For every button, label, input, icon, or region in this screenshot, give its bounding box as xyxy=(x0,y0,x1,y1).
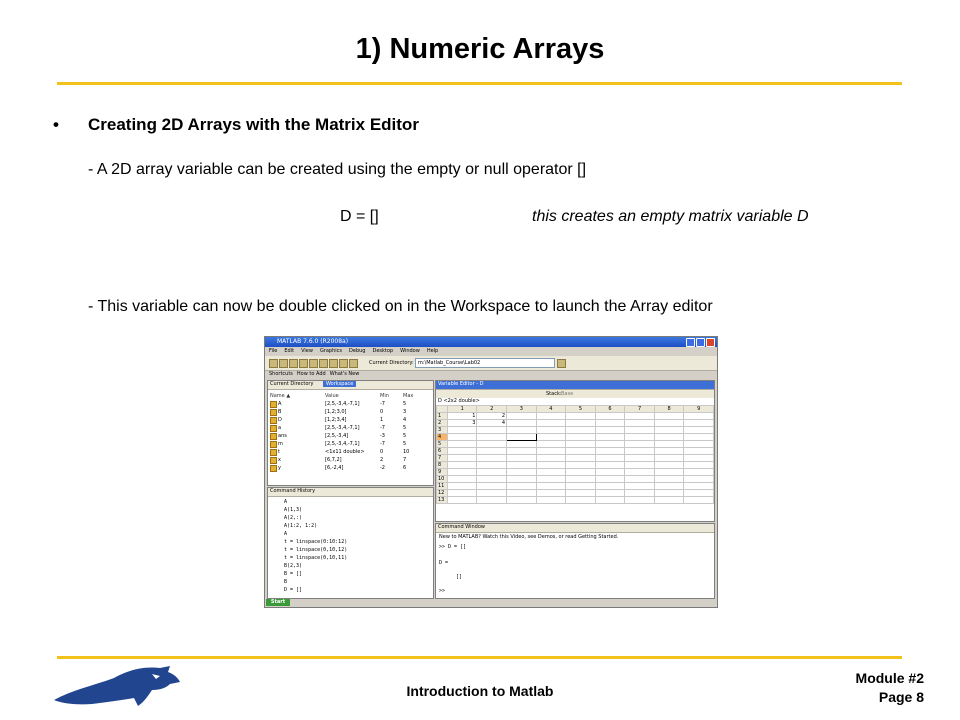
browse-folder-icon[interactable] xyxy=(557,359,566,368)
current-dir-label: Current Directory: xyxy=(369,360,414,366)
grid-col-header[interactable]: 4 xyxy=(536,406,566,413)
grid-col-header[interactable]: 5 xyxy=(566,406,596,413)
grid-row-header[interactable]: 5 xyxy=(437,441,448,448)
stack-value[interactable]: Base xyxy=(561,391,574,397)
grid-cell[interactable] xyxy=(654,469,684,476)
grid-cell[interactable] xyxy=(507,441,537,448)
title-rule xyxy=(57,82,902,85)
grid-cell[interactable] xyxy=(507,413,537,420)
redo-icon[interactable] xyxy=(329,359,338,368)
matlab-titlebar xyxy=(265,337,717,347)
grid-cell[interactable] xyxy=(566,469,596,476)
grid-cell[interactable] xyxy=(566,483,596,490)
body-line-1: - A 2D array variable can be created using the empty or null operator [] xyxy=(88,161,587,178)
close-icon[interactable] xyxy=(706,338,715,347)
workspace-cell: [2,5,-3,4,-7,1] xyxy=(325,425,360,431)
body-line-2: - This variable can now be double clicked on in the Workspace to launch the Array editor xyxy=(88,298,713,315)
maximize-icon[interactable] xyxy=(696,338,705,347)
footer-module: Module #2 xyxy=(855,670,924,686)
grid-cell[interactable]: 2 xyxy=(477,413,507,420)
workspace-cell: 5 xyxy=(403,401,407,407)
bullet-marker: • xyxy=(53,115,59,134)
grid-cell[interactable] xyxy=(536,448,566,455)
grid-cell[interactable] xyxy=(654,413,684,420)
workspace-cell: [1,2;3,4] xyxy=(325,417,347,423)
grid-cell[interactable] xyxy=(566,490,596,497)
grid-cell[interactable] xyxy=(654,420,684,427)
grid-cell[interactable] xyxy=(536,476,566,483)
history-item[interactable]: A(1,3) xyxy=(284,507,303,513)
grid-col-header[interactable]: 7 xyxy=(625,406,655,413)
grid-cell[interactable] xyxy=(654,427,684,434)
grid-cell[interactable] xyxy=(654,490,684,497)
workspace-cell: <1x11 double> xyxy=(325,449,365,455)
ws-col-name[interactable]: Name ▲ xyxy=(270,393,291,399)
variable-icon xyxy=(270,409,277,416)
start-button[interactable]: Start xyxy=(266,599,290,606)
code-note: this creates an empty matrix variable D xyxy=(532,208,809,225)
workspace-cell: D xyxy=(278,417,282,423)
grid-cell[interactable] xyxy=(595,448,625,455)
grid-cell[interactable] xyxy=(595,427,625,434)
variable-editor-titlebar xyxy=(436,381,714,390)
cmd-line: D = xyxy=(439,560,449,566)
grid-cell[interactable] xyxy=(625,434,655,441)
footer-rule xyxy=(57,656,902,659)
current-dir-input[interactable]: m:\Matlab_Course\Lab02 xyxy=(415,358,555,368)
grid-cell[interactable] xyxy=(595,483,625,490)
footer-course: Introduction to Matlab xyxy=(406,683,554,699)
grid-cell[interactable] xyxy=(447,490,477,497)
history-item[interactable]: B xyxy=(284,579,288,585)
grid-cell[interactable] xyxy=(625,490,655,497)
grid-cell[interactable] xyxy=(447,497,477,504)
workspace-tabs xyxy=(268,381,433,390)
grid-cell[interactable] xyxy=(477,483,507,490)
history-item[interactable]: B(2,3) xyxy=(284,563,303,569)
grid-cell[interactable] xyxy=(507,497,537,504)
grid-cell[interactable]: 1 xyxy=(447,413,477,420)
grid-cell[interactable] xyxy=(566,427,596,434)
command-window-title: Command Window xyxy=(438,524,486,530)
workspace-cell: [1,2;3,0] xyxy=(325,409,347,415)
variable-icon xyxy=(270,417,277,424)
grid-cell[interactable] xyxy=(536,420,566,427)
cmd-line: [] xyxy=(456,574,463,580)
whats-new-link[interactable]: What's New xyxy=(329,371,360,377)
workspace-cell: -7 xyxy=(380,441,385,447)
history-item[interactable]: B = [] xyxy=(284,571,303,577)
shortcuts-label[interactable]: Shortcuts xyxy=(269,371,293,377)
cmd-line: >> D = [] xyxy=(439,544,467,550)
grid-cell[interactable] xyxy=(477,427,507,434)
variable-editor-panel xyxy=(435,380,715,522)
history-item[interactable]: D = [] xyxy=(284,587,303,593)
variable-editor-toolbar xyxy=(436,390,714,398)
grid-cell[interactable] xyxy=(447,476,477,483)
grid-cell[interactable] xyxy=(625,441,655,448)
new-file-icon[interactable] xyxy=(269,359,278,368)
code-example: D = [] xyxy=(340,208,379,225)
variable-editor-grid xyxy=(436,405,714,504)
menu-view[interactable]: View xyxy=(301,348,313,354)
grid-cell[interactable] xyxy=(625,462,655,469)
grid-cell[interactable] xyxy=(507,462,537,469)
grid-cell[interactable] xyxy=(536,434,566,441)
grid-cell[interactable] xyxy=(477,441,507,448)
grid-cell[interactable] xyxy=(684,434,714,441)
grid-cell[interactable] xyxy=(447,462,477,469)
grid-cell[interactable] xyxy=(684,420,714,427)
command-history-panel xyxy=(267,487,434,599)
grid-cell[interactable] xyxy=(625,455,655,462)
workspace-cell: 5 xyxy=(403,433,407,439)
menu-file[interactable]: File xyxy=(269,348,278,354)
workspace-cell: A xyxy=(278,401,282,407)
matlab-toolbar xyxy=(265,356,717,371)
grid-cell[interactable] xyxy=(507,455,537,462)
workspace-cell: 4 xyxy=(403,417,407,423)
variable-icon xyxy=(270,401,277,408)
footer-page: Page 8 xyxy=(878,689,924,705)
shortcuts-bar xyxy=(265,371,717,379)
variable-editor-title: Variable Editor - D xyxy=(438,381,484,387)
grid-cell[interactable] xyxy=(507,490,537,497)
grid-cell[interactable] xyxy=(654,448,684,455)
grid-cell[interactable] xyxy=(625,476,655,483)
grid-cell[interactable] xyxy=(625,497,655,504)
command-history-title: Command History xyxy=(270,488,316,494)
workspace-cell: 5 xyxy=(403,425,407,431)
grid-cell[interactable] xyxy=(654,462,684,469)
grid-cell[interactable] xyxy=(477,434,507,441)
workspace-cell: x xyxy=(278,457,281,463)
grid-cell[interactable] xyxy=(654,483,684,490)
grid-cell[interactable] xyxy=(684,490,714,497)
grid-row-header[interactable]: 9 xyxy=(437,469,448,476)
matlab-window-title: MATLAB 7.6.0 (R2008a) xyxy=(277,338,349,345)
workspace-cell: -7 xyxy=(380,425,385,431)
grid-cell[interactable] xyxy=(447,427,477,434)
grid-cell[interactable] xyxy=(595,455,625,462)
grid-col-header[interactable]: 6 xyxy=(595,406,625,413)
workspace-cell: y xyxy=(278,465,281,471)
workspace-cell: 2 xyxy=(380,457,384,463)
grid-row-header[interactable]: 10 xyxy=(437,476,448,483)
workspace-cell: 0 xyxy=(380,409,384,415)
grid-cell[interactable] xyxy=(595,441,625,448)
grid-cell[interactable] xyxy=(595,462,625,469)
grid-cell[interactable] xyxy=(595,434,625,441)
undo-icon[interactable] xyxy=(319,359,328,368)
ws-col-max[interactable]: Max xyxy=(403,393,414,399)
workspace-cell: -7 xyxy=(380,401,385,407)
variable-editor-var: D <2x2 double> xyxy=(438,398,480,404)
grid-corner xyxy=(437,406,448,413)
stack-label: Stack: xyxy=(546,391,562,397)
grid-row-header[interactable]: 4 xyxy=(437,434,448,441)
workspace-cell: -2 xyxy=(380,465,385,471)
grid-cell[interactable] xyxy=(536,497,566,504)
variable-icon xyxy=(270,441,277,448)
grid-cell[interactable] xyxy=(447,469,477,476)
grid-cell[interactable] xyxy=(507,427,537,434)
grid-cell[interactable] xyxy=(654,434,684,441)
grid-cell[interactable] xyxy=(536,469,566,476)
grid-cell[interactable] xyxy=(477,476,507,483)
workspace-cell: [6,7,2] xyxy=(325,457,342,463)
grid-cell[interactable] xyxy=(447,448,477,455)
grid-cell[interactable] xyxy=(507,469,537,476)
ws-col-min[interactable]: Min xyxy=(380,393,389,399)
workspace-cell: 0 xyxy=(380,449,384,455)
grid-cell[interactable] xyxy=(566,413,596,420)
grid-col-header[interactable]: 2 xyxy=(477,406,507,413)
command-window-panel xyxy=(435,523,715,599)
grid-cell[interactable] xyxy=(595,469,625,476)
grid-cell[interactable] xyxy=(566,462,596,469)
tab-current-directory[interactable]: Current Directory xyxy=(270,381,314,387)
workspace-panel xyxy=(267,380,434,486)
cut-icon[interactable] xyxy=(289,359,298,368)
command-window-hint: New to MATLAB? Watch this Video, see Demos, or read Getting Started. xyxy=(439,534,619,540)
grid-cell[interactable] xyxy=(477,455,507,462)
menu-edit[interactable]: Edit xyxy=(284,348,295,354)
history-item[interactable]: t = linspace(0,10,12) xyxy=(284,547,348,553)
grid-cell[interactable] xyxy=(536,413,566,420)
grid-row-header[interactable]: 11 xyxy=(437,483,448,490)
grid-cell[interactable] xyxy=(536,455,566,462)
workspace-cell: [6,-2,4] xyxy=(325,465,344,471)
paste-icon[interactable] xyxy=(309,359,318,368)
grid-cell[interactable] xyxy=(566,497,596,504)
grid-cell[interactable] xyxy=(654,497,684,504)
menu-desktop[interactable]: Desktop xyxy=(372,348,394,354)
grid-cell[interactable] xyxy=(536,441,566,448)
workspace-cell: [2,5,-3,4,-7,1] xyxy=(325,401,360,407)
grid-cell[interactable] xyxy=(447,455,477,462)
grid-cell[interactable] xyxy=(507,476,537,483)
history-item[interactable]: A xyxy=(284,531,288,537)
grid-cell[interactable] xyxy=(595,476,625,483)
menu-window[interactable]: Window xyxy=(400,348,420,354)
grid-cell[interactable] xyxy=(566,448,596,455)
grid-cell[interactable] xyxy=(566,455,596,462)
grid-cell[interactable] xyxy=(625,483,655,490)
grid-col-header[interactable]: 3 xyxy=(507,406,537,413)
cmd-prompt[interactable]: >> xyxy=(439,588,446,594)
workspace-cell: t xyxy=(278,449,280,455)
menu-debug[interactable]: Debug xyxy=(349,348,366,354)
grid-cell[interactable] xyxy=(684,448,714,455)
menu-help[interactable]: Help xyxy=(426,348,439,354)
grid-cell[interactable] xyxy=(477,469,507,476)
grid-cell[interactable] xyxy=(684,455,714,462)
workspace-cell: [2,5,-3,4,-7,1] xyxy=(325,441,360,447)
copy-icon[interactable] xyxy=(299,359,308,368)
grid-cell[interactable] xyxy=(684,462,714,469)
grid-cell[interactable] xyxy=(447,434,477,441)
command-window-header xyxy=(436,524,714,533)
grid-cell[interactable] xyxy=(595,497,625,504)
workspace-cell: a xyxy=(278,425,282,431)
simulink-icon[interactable] xyxy=(339,359,348,368)
grid-cell[interactable] xyxy=(536,427,566,434)
grid-cell[interactable] xyxy=(625,413,655,420)
workspace-cell: 6 xyxy=(403,465,407,471)
open-file-icon[interactable] xyxy=(279,359,288,368)
footer-page-info xyxy=(856,669,924,707)
history-item[interactable]: A(2,:) xyxy=(284,515,303,521)
history-item[interactable]: A xyxy=(284,499,288,505)
help-icon[interactable] xyxy=(349,359,358,368)
grid-row-header[interactable]: 13 xyxy=(437,497,448,504)
grid-cell[interactable] xyxy=(654,476,684,483)
slide-title: 1) Numeric Arrays xyxy=(355,33,605,65)
grid-cell[interactable] xyxy=(625,469,655,476)
ws-col-value[interactable]: Value xyxy=(325,393,339,399)
workspace-cell: m xyxy=(278,441,283,447)
history-item[interactable]: t = linspace(0,10,11) xyxy=(284,555,348,561)
workspace-cell: 5 xyxy=(403,441,407,447)
grid-col-header[interactable]: 9 xyxy=(684,406,714,413)
variable-icon xyxy=(270,465,277,472)
command-history-header xyxy=(268,488,433,497)
variable-icon xyxy=(270,433,277,440)
grid-cell[interactable] xyxy=(536,483,566,490)
grid-cell[interactable] xyxy=(595,420,625,427)
grid-cell[interactable] xyxy=(507,448,537,455)
grid-cell[interactable] xyxy=(507,420,537,427)
grid-cell[interactable] xyxy=(654,441,684,448)
grid-cell[interactable] xyxy=(477,462,507,469)
workspace-cell: B xyxy=(278,409,282,415)
grid-cell[interactable] xyxy=(595,490,625,497)
grid-cell[interactable] xyxy=(566,441,596,448)
history-item[interactable]: t = linspace(0:10:12) xyxy=(284,539,348,545)
grid-cell[interactable] xyxy=(536,490,566,497)
grid-cell[interactable] xyxy=(684,497,714,504)
grid-cell[interactable] xyxy=(625,420,655,427)
grid-cell[interactable] xyxy=(536,462,566,469)
grid-cell[interactable] xyxy=(684,469,714,476)
minimize-icon[interactable] xyxy=(686,338,695,347)
section-heading: Creating 2D Arrays with the Matrix Editor xyxy=(88,115,419,134)
grid-cell[interactable] xyxy=(477,448,507,455)
how-to-add-link[interactable]: How to Add xyxy=(296,371,326,377)
grid-cell[interactable] xyxy=(447,483,477,490)
workspace-cell: -3 xyxy=(380,433,385,439)
grid-cell[interactable] xyxy=(507,434,537,441)
grid-cell[interactable] xyxy=(684,413,714,420)
grid-cell[interactable] xyxy=(654,455,684,462)
variable-icon xyxy=(270,425,277,432)
grid-cell[interactable]: 4 xyxy=(477,420,507,427)
grid-row-header[interactable]: 3 xyxy=(437,427,448,434)
grid-col-header[interactable]: 1 xyxy=(447,406,477,413)
grid-cell[interactable] xyxy=(566,420,596,427)
grid-cell[interactable] xyxy=(566,476,596,483)
variable-icon xyxy=(270,449,277,456)
grid-cell[interactable] xyxy=(447,441,477,448)
grid-cell[interactable] xyxy=(477,490,507,497)
workspace-cell: ans xyxy=(278,433,287,439)
grid-col-header[interactable]: 8 xyxy=(654,406,684,413)
grid-row-header[interactable]: 2 xyxy=(437,420,448,427)
grid-row-header[interactable]: 12 xyxy=(437,490,448,497)
tab-workspace[interactable]: Workspace xyxy=(323,381,356,387)
workspace-cell: 7 xyxy=(403,457,407,463)
grid-cell[interactable] xyxy=(566,434,596,441)
menu-graphics[interactable]: Graphics xyxy=(319,348,343,354)
workspace-cell: [2,5,-3,4] xyxy=(325,433,349,439)
grid-cell[interactable] xyxy=(684,476,714,483)
grid-cell[interactable]: 3 xyxy=(447,420,477,427)
grid-row-header[interactable]: 7 xyxy=(437,455,448,462)
grid-row-header[interactable]: 8 xyxy=(437,462,448,469)
grid-cell[interactable] xyxy=(595,413,625,420)
history-item[interactable]: A(1:2, 1:2) xyxy=(284,523,318,529)
workspace-cell: 1 xyxy=(380,417,384,423)
grid-cell[interactable] xyxy=(684,441,714,448)
workspace-cell: 3 xyxy=(403,409,407,415)
grid-cell[interactable] xyxy=(684,483,714,490)
grid-cell[interactable] xyxy=(684,427,714,434)
grid-cell[interactable] xyxy=(625,448,655,455)
grid-cell[interactable] xyxy=(477,497,507,504)
variable-icon xyxy=(270,457,277,464)
workspace-cell: 10 xyxy=(403,449,410,455)
grid-row-header[interactable]: 6 xyxy=(437,448,448,455)
grid-cell[interactable] xyxy=(507,483,537,490)
grid-row-header[interactable]: 1 xyxy=(437,413,448,420)
grid-cell[interactable] xyxy=(625,427,655,434)
matlab-screenshot xyxy=(264,336,718,608)
matlab-menubar xyxy=(265,348,717,356)
